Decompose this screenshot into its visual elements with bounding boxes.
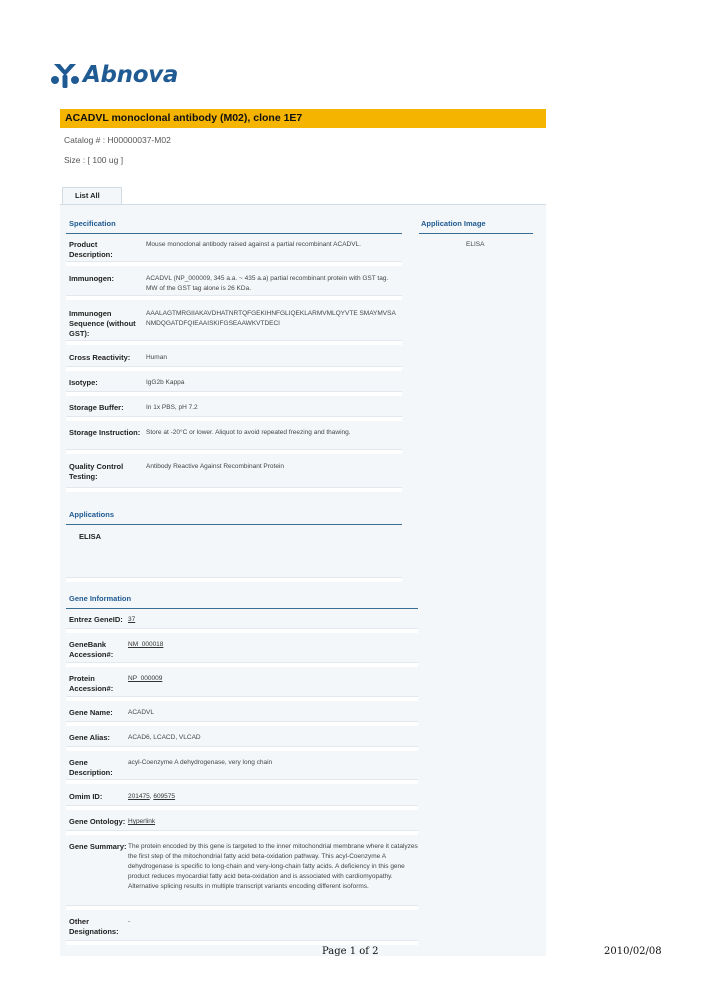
omim-id-separator: , <box>149 793 154 800</box>
gene-label-genebank-accession: GeneBank Accession#: <box>69 640 114 659</box>
row-separator <box>66 449 402 454</box>
row-separator <box>66 340 402 345</box>
gene-information-title: Gene Information <box>69 594 132 603</box>
spec-value-immunogen: ACADVL (NP_000009, 345 a.a. ~ 435 a.a) partial recombinant protein with GST tag. MW of the GST tag alone is 26 KDa. <box>146 275 389 292</box>
genebank-accession-link[interactable]: NM_000018 <box>128 641 164 648</box>
omim-id-link[interactable]: 201475 <box>128 793 150 800</box>
application-image-label[interactable]: ELISA <box>466 241 485 248</box>
applications-title: Applications <box>69 510 115 519</box>
entrez-gene-id-link[interactable]: 37 <box>128 616 136 623</box>
spec-label-storage-instruction: Storage Instruction: <box>69 428 141 437</box>
product-title: ACADVL monoclonal antibody (M02), clone 1E7 <box>60 109 546 128</box>
gene-label-other-designations: Other Designations: <box>69 917 119 936</box>
spec-label-immunogen: Immunogen: <box>69 274 114 283</box>
row-separator <box>66 487 402 492</box>
spec-label-quality-control: Quality Control Testing: <box>69 462 124 481</box>
row-separator <box>66 830 418 835</box>
spec-value-isotype: IgG2b Kappa <box>146 379 185 386</box>
gene-label-gene-description: Gene Description: <box>69 758 113 777</box>
gene-value-other-designations: - <box>128 918 131 925</box>
tab-list-all[interactable]: List All <box>62 187 122 204</box>
gene-value-gene-name: ACADVL <box>128 709 155 716</box>
spec-value-storage-instruction: Store at -20°C or lower. Aliquot to avoid repeated freezing and thawing. <box>146 429 351 436</box>
brand-name: Abnova <box>83 62 179 88</box>
spec-label-storage-buffer: Storage Buffer: <box>69 403 124 412</box>
gene-label-gene-alias: Gene Alias: <box>69 733 110 742</box>
gene-label-protein-accession: Protein Accession#: <box>69 674 114 693</box>
row-separator <box>66 746 418 751</box>
row-separator <box>66 295 402 300</box>
abnova-logo[interactable] <box>50 58 178 92</box>
product-size: Size : [ 100 ug ] <box>64 155 124 165</box>
row-separator <box>66 779 418 784</box>
gene-ontology-link[interactable]: Hyperlink <box>128 818 156 825</box>
gene-label-entrez-id: Entrez GeneID: <box>69 615 123 624</box>
gene-label-gene-ontology: Gene Ontology: <box>69 817 126 826</box>
gene-value-gene-description: acyl-Coenzyme A dehydrogenase, very long chain <box>128 759 273 766</box>
spec-value-storage-buffer: In 1x PBS, pH 7.2 <box>146 404 198 411</box>
spec-label-immunogen-sequence: Immunogen Sequence (without GST): <box>69 309 136 338</box>
applications-divider <box>66 524 402 525</box>
row-separator <box>66 391 402 396</box>
protein-accession-link[interactable]: NP_000009 <box>128 675 163 682</box>
application-image-title: Application Image <box>421 219 486 228</box>
gene-label-gene-name: Gene Name: <box>69 708 113 717</box>
row-separator <box>66 261 402 266</box>
gene-label-gene-summary: Gene Summary: <box>69 842 127 851</box>
specification-title: Specification <box>69 219 116 228</box>
spec-label-isotype: Isotype: <box>69 378 98 387</box>
row-separator <box>66 416 402 421</box>
row-separator <box>66 662 418 667</box>
gene-information-divider <box>66 608 418 609</box>
print-date: 2010/02/08 <box>604 946 662 957</box>
row-separator <box>66 721 418 726</box>
abnova-logo-icon <box>50 60 80 90</box>
spec-value-product-description: Mouse monoclonal antibody raised against a partial recombinant ACADVL. <box>146 241 361 248</box>
row-separator <box>66 577 402 582</box>
row-separator <box>66 905 418 910</box>
spec-label-cross-reactivity: Cross Reactivity: <box>69 353 131 362</box>
spec-value-cross-reactivity: Human <box>146 354 167 361</box>
specification-divider <box>66 233 402 234</box>
row-separator <box>66 628 418 633</box>
row-separator <box>66 940 418 945</box>
application-image-divider <box>419 233 533 234</box>
page-number: Page 1 of 2 <box>322 946 379 957</box>
row-separator <box>66 805 418 810</box>
gene-value-omim-ids <box>128 792 175 802</box>
gene-value-gene-summary: The protein encoded by this gene is targeted to the inner mitochondrial membrane where it catalyzes the first step of the mitochondrial fatty acid beta-oxidation pathway. This acyl-Coenzyme A dehydrogenase is specific to long-chain and very-long-chain fatty acids. A deficiency in this gene product reduces myocardial fatty acid beta-oxidation and is associated with cardiomyopathy. Alternative splicing results in multiple transcript variants encoding different isoforms. <box>128 843 418 890</box>
gene-label-omim-id: Omim ID: <box>69 792 103 801</box>
application-item-elisa: ELISA <box>79 532 102 541</box>
spec-value-quality-control: Antibody Reactive Against Recombinant Protein <box>146 463 285 470</box>
row-separator <box>66 696 418 701</box>
omim-id-link[interactable]: 609575 <box>153 793 176 800</box>
spec-value-immunogen-sequence: AAALAGTMRGIIAKAVDHATNRTQFGEKIHNFGLIQEKLARMVMLQYVTE SMAYMVSANMDQGATDFQIEAAISKIFGSEAAWKVTDECI <box>146 310 396 327</box>
catalog-number: Catalog # : H00000037-M02 <box>64 135 171 145</box>
row-separator <box>66 366 402 371</box>
spec-label-product-description: Product Description: <box>69 240 113 259</box>
gene-value-gene-alias: ACAD6, LCACD, VLCAD <box>128 734 201 741</box>
